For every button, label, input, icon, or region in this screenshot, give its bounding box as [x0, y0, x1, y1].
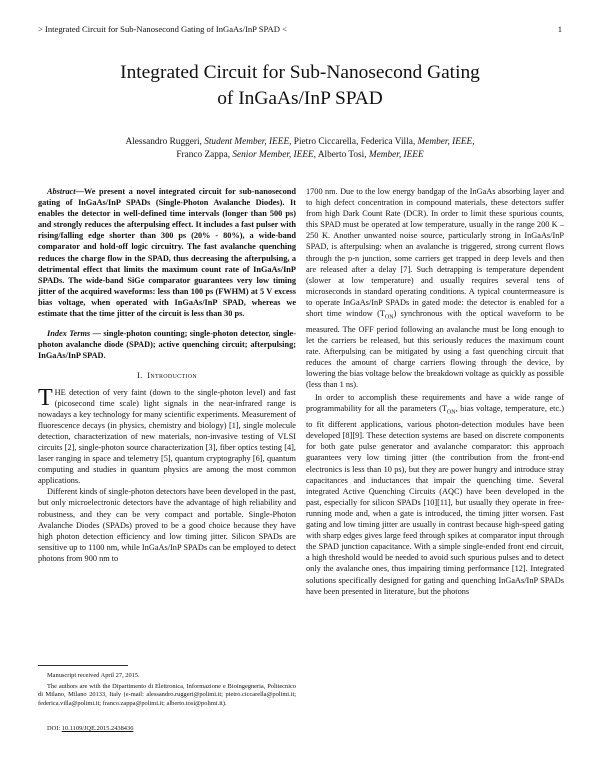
left-column [38, 186, 296, 564]
subscript: ON [446, 410, 456, 417]
abstract [38, 186, 296, 319]
subscript: ON [384, 314, 394, 321]
abstract-label: Abstract [47, 187, 76, 196]
author-line-2 [0, 149, 600, 162]
paragraph-text: , bias voltage, temperature, etc.) to fit different applications, various photon-detection modules have been developed [8][9]. These detection systems are based on discrete components for both gate pulse generator and avalanche comparator: this approach guarantees very low timing jitter (the contribution from the front-end electronics is less than 10 ps), but they are power hungry and introduce stray capacitances and inductances that impair the quenching time. Several integrated Active Quenching Circuits (AQC) have been developed in the past, especially for silicon SPADs [10][11], but usually they operate in free-running mode and, when a gate is introduced, the timing jitter worsen. Fast gating and low timing jitter are usually in contrast because high-speed gating with sharp edges gives large feed through spikes at comparator input through the SPAD junction capacitance. With a simple single-ended front end circuit, a high threshold would be needed to avoid such spurious pulses and to detect only the avalanche ones, thus impairing timing performance [12]. Integrated solutions specifically designed for gating and quenching InGaAs/InP SPADs have been presented in literature, but the photons [306, 404, 564, 596]
paragraph-text: In order to accomplish these requirements and have a wide range of programmability for all the parameters (T [306, 393, 564, 414]
index-terms-label: Index Terms [47, 329, 91, 339]
running-header [38, 24, 562, 36]
footnote-affiliation: The authors are with the Dipartimento di Elettronica, Informazione e Bioingegneria, Politecnico di Milano, Milano 20133, Italy (e-mail: alessandro.ruggeri@polimi.it; pietro.ciccarella@polimi.it; federica.villa@polimi.it; franco.zappa@polimi.it; alberto.tosi@polimi.it). [38, 683, 296, 707]
author-line-1 [0, 136, 600, 149]
author-role: Member, IEEE, [417, 137, 475, 147]
section-title: Introduction [147, 371, 197, 381]
paragraph-text: 1700 nm. Due to the low energy bandgap of the InGaAs absorbing layer and to high defect concentration in compound materials, these detectors suffer from high Dark Count Rate (DCR). In order to limit these spurious counts, this SPAD must be operated at low temperature, usually in the range 200 K – 250 K. Another unwanted noise source, particularly strong in InGaAs/InP SPAD, is afterpulsing: when an avalanche is triggered, strong current flows through the p-n junction, some carriers get trapped in deep levels and then are released after a delay [7]. Such detrapping is temperature dependent (slower at low temperature) and usually requires several tens of microseconds in standard operating conditions. A typical countermeasure is to operate InGaAs/InP SPADs in gated mode: the detector is enabled for a short time window (T [306, 187, 564, 319]
footnote-received: Manuscript received April 27, 2015. [47, 672, 140, 679]
right-column [306, 186, 564, 597]
author-list [0, 136, 600, 162]
doi-label: DOI: [47, 725, 62, 732]
author-name: Alberto Tosi, [316, 150, 369, 160]
author-name: Franco Zappa, [176, 150, 233, 160]
intro-paragraph-1 [38, 384, 296, 487]
paragraph-text: HE detection of very faint (down to the single-photon level) and fast (picosecond time scale) light signals in the near-infrared range is nowadays a key technology for many scientific experiments. Measurement of fluorescence decays (in physics, chemistry and biology) [1], single molecule detection, characterization of new materials, non-invasive testing of VLSI circuits [2], single-photon source characterization [3], fiber optics testing [4], laser ranging in space and telemetry [5], quantum cryptography [6], quantum computing and studies in quantum physics are among the most common applications. [38, 387, 296, 486]
author-role: Senior Member, IEEE, [232, 150, 317, 160]
doi-link[interactable]: 10.1109/JQE.2015.2438436 [61, 725, 134, 732]
intro-paragraph-2: Different kinds of single-photon detectors have been developed in the past, but only microelectronic detectors have the advantage of high reliability and robustness, and they can be very compact and portable. Single-Photon Avalanche Diodes (SPADs) proved to be a good choice because they have high photon detection efficiency and low timing jitter. Silicon SPADs are sensitive up to 1100 nm, while InGaAs/InP SPADs can be employed to detect photons from 900 nm to [38, 487, 296, 563]
index-terms-text: — single-photon counting; single-photon detector, single-photon avalanche diode (SPAD); active quenching circuit; afterpulsing; InGaAs/InP SPAD. [38, 329, 296, 361]
running-title: > Integrated Circuit for Sub-Nanosecond Gating of InGaAs/InP SPAD < [38, 24, 287, 34]
intro-paragraph-3 [306, 186, 564, 390]
footnote-rule [38, 665, 128, 666]
index-terms [38, 328, 296, 361]
paper-title [0, 60, 600, 112]
page-number: 1 [557, 24, 562, 34]
author-role: Student Member, IEEE, [204, 137, 292, 147]
drop-cap: T [38, 384, 53, 411]
paragraph-text: ) synchronous with the optical waveform to be measured. The OFF period following an avalanche must be long enough to let the carriers be released, but this seriously reduces the maximum count rate. Afterpulsing can be mitigated by using a fast quenching circuit that reduces the amount of charge carriers flowing through the device, by lowering the bias voltage below the breakdown voltage as quickly as possible (less than 1 ns). [306, 309, 564, 390]
author-names: Pietro Ciccarella, Federica Villa, [291, 137, 418, 147]
author-name: Alessandro Ruggeri, [125, 137, 205, 147]
title-line-2: of InGaAs/InP SPAD [217, 88, 383, 109]
section-heading [38, 370, 296, 381]
section-number: I. [136, 371, 143, 381]
title-line-1: Integrated Circuit for Sub-Nanosecond Gating [120, 62, 480, 83]
author-role: Member, IEEE [368, 150, 424, 160]
abstract-text: —We present a novel integrated circuit for sub-nanosecond gating of InGaAs/InP SPADs (Single-Photon Avalanche Diodes). It enables the detector in well-defined time intervals (longer than 500 ps) and strongly reduces the afterpulsing effect. It includes a fast pulser with rising/falling edge shorter than 300 ps (20% - 80%), a wide-band comparator and hold-off logic circuitry. The fast avalanche quenching reduces the charge flow in the SPAD, thus decreasing the afterpulsing, a detrimental effect that limits the maximum count rate of InGaAs/InP SPADs. The wide-band SiGe comparator guarantees very low timing jitter of the acquired waveforms: less than 100 ps (FWHM) at 5 V excess bias voltage, when operated with InGaAs/InP SPAD, whereas we estimate that the time jitter of the circuit is less than 30 ps. [38, 187, 296, 319]
intro-paragraph-4 [306, 392, 564, 596]
footnote-doi [38, 725, 296, 733]
